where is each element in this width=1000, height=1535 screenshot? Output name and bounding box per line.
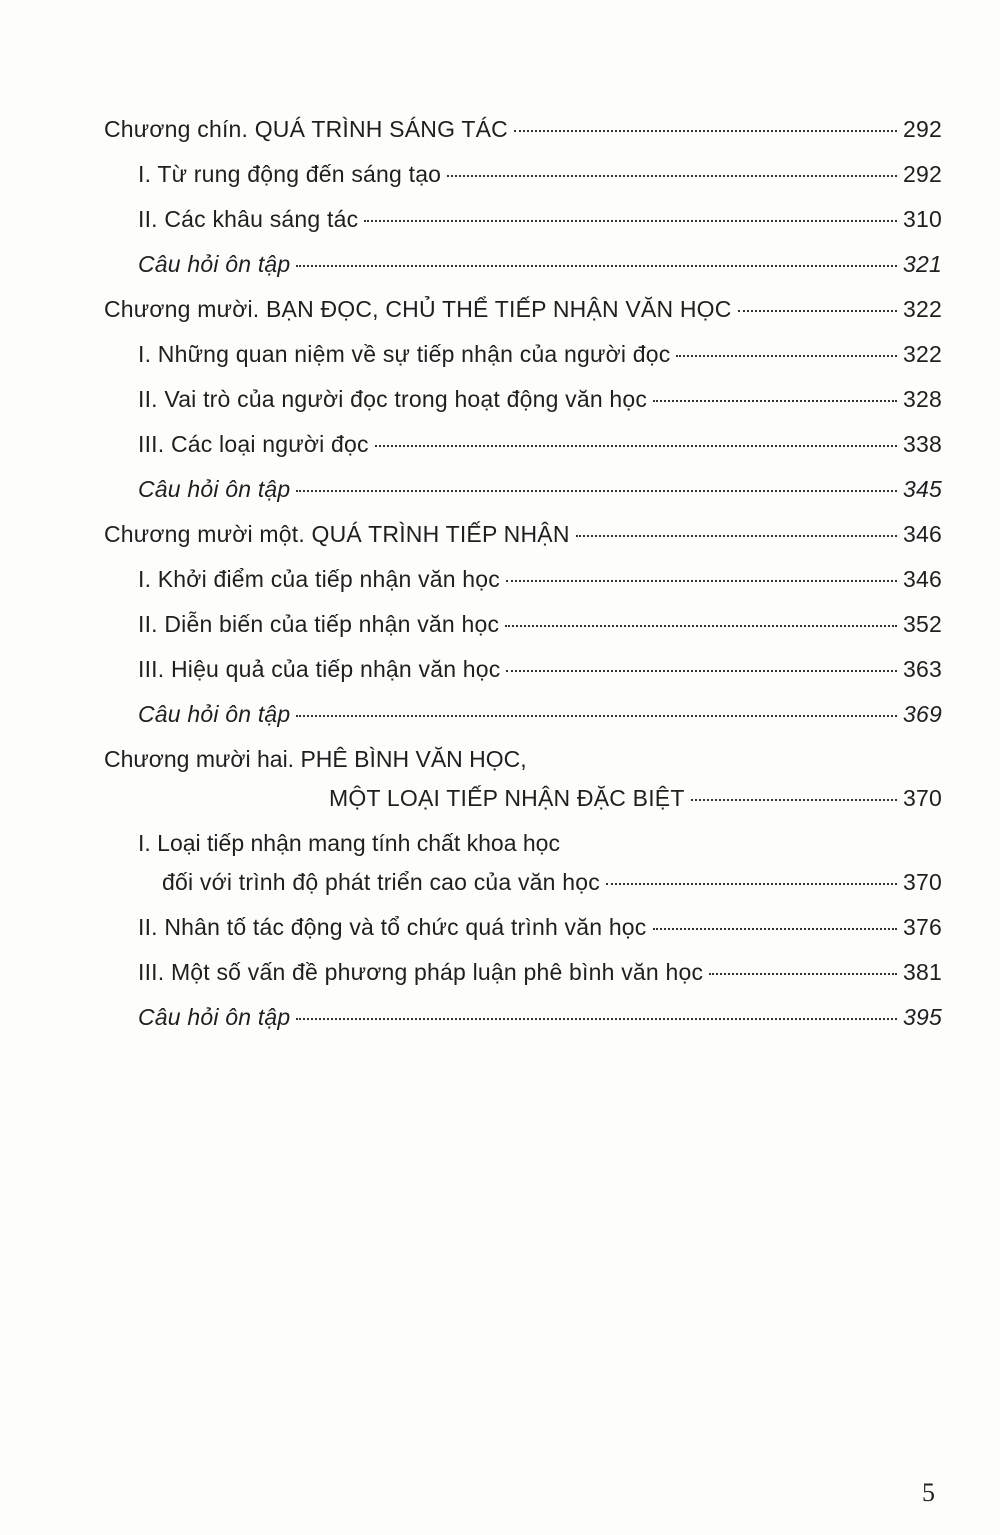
toc-entry-page: 346: [903, 566, 942, 592]
toc-entry-title: Câu hỏi ôn tập: [138, 1004, 291, 1030]
toc-entry-page: 338: [903, 431, 942, 457]
toc-entry-page: 381: [903, 959, 942, 985]
toc-entry-title: Câu hỏi ôn tập: [138, 251, 291, 277]
dot-leader: [364, 220, 897, 222]
toc-entry-page: 395: [903, 1004, 942, 1030]
dot-leader: [447, 175, 897, 177]
dot-leader: [296, 490, 897, 492]
toc-entry-chapter-12-line1[interactable]: Chương mười hai. PHÊ BÌNH VĂN HỌC,: [104, 746, 527, 772]
toc-entry-title: II. Nhân tố tác động và tổ chức quá trình văn học: [138, 914, 647, 940]
toc-entry-section[interactable]: [104, 204, 942, 234]
toc-entry-title: Chương mười một. QUÁ TRÌNH TIẾP NHẬN: [104, 521, 570, 547]
toc-entry-review-questions[interactable]: [104, 249, 942, 279]
toc-entry-page: 322: [903, 341, 942, 367]
dot-leader: [296, 265, 897, 267]
toc-entry-title: I. Từ rung động đến sáng tạo: [138, 161, 442, 187]
dot-leader: [505, 625, 897, 627]
toc-entry-review-questions[interactable]: [104, 1002, 942, 1032]
dot-leader: [653, 400, 897, 402]
toc-entry-section[interactable]: [104, 429, 942, 459]
toc-entry-title: III. Một số vấn đề phương pháp luận phê bình văn học: [138, 959, 704, 985]
toc-entry-title: Chương chín. QUÁ TRÌNH SÁNG TÁC: [104, 116, 508, 142]
toc-entry-page: 376: [903, 914, 942, 940]
toc-entry-page: 292: [903, 116, 942, 142]
toc-entry-section[interactable]: [104, 912, 942, 942]
toc-entry-review-questions[interactable]: [104, 699, 942, 729]
dot-leader: [296, 1018, 897, 1020]
dot-leader: [576, 535, 897, 537]
toc-entry-section[interactable]: [104, 339, 942, 369]
toc-entry-title: II. Các khâu sáng tác: [138, 206, 359, 232]
toc-entry-title: Chương mười. BẠN ĐỌC, CHỦ THỂ TIẾP NHẬN VĂN HỌC: [104, 296, 732, 322]
dot-leader: [606, 883, 897, 885]
toc-entry-review-questions[interactable]: [104, 474, 942, 504]
toc-entry-title: I. Khởi điểm của tiếp nhận văn học: [138, 566, 500, 592]
toc-entry-title: đối với trình độ phát triển cao của văn học: [162, 869, 600, 895]
dot-leader: [296, 715, 897, 717]
toc-entry-section[interactable]: [104, 564, 942, 594]
dot-leader: [676, 355, 897, 357]
toc-entry-section[interactable]: [104, 384, 942, 414]
toc-entry-page: 352: [903, 611, 942, 637]
dot-leader: [709, 973, 897, 975]
toc-entry-page: 345: [903, 476, 942, 502]
toc-entry-chapter-11[interactable]: [104, 519, 942, 549]
dot-leader: [738, 310, 897, 312]
page-number: 5: [922, 1478, 935, 1507]
toc-entry-section[interactable]: [104, 654, 942, 684]
toc-entry-title: III. Hiệu quả của tiếp nhận văn học: [138, 656, 501, 682]
toc-entry-title: Câu hỏi ôn tập: [138, 701, 291, 727]
toc-entry-section[interactable]: [104, 159, 942, 189]
toc-entry-section[interactable]: [104, 957, 942, 987]
toc-entry-title: I. Những quan niệm về sự tiếp nhận của người đọc: [138, 341, 671, 367]
toc-entry-section[interactable]: [104, 609, 942, 639]
toc-entry-page: 369: [903, 701, 942, 727]
dot-leader: [506, 670, 897, 672]
toc-entry-page: 363: [903, 656, 942, 682]
toc-entry-page: 321: [903, 251, 942, 277]
toc-entry-title: MỘT LOẠI TIẾP NHẬN ĐẶC BIỆT: [329, 785, 685, 811]
table-of-contents: [104, 114, 942, 1032]
dot-leader: [506, 580, 897, 582]
toc-entry-page: 370: [903, 785, 942, 811]
toc-entry-page: 292: [903, 161, 942, 187]
toc-entry-page: 346: [903, 521, 942, 547]
dot-leader: [375, 445, 897, 447]
toc-entry-page: 322: [903, 296, 942, 322]
toc-entry-chapter-10[interactable]: [104, 294, 942, 324]
toc-entry-title: III. Các loại người đọc: [138, 431, 369, 457]
dot-leader: [653, 928, 898, 930]
toc-entry-page: 328: [903, 386, 942, 412]
toc-entry-section-line1[interactable]: I. Loại tiếp nhận mang tính chất khoa học: [138, 830, 560, 856]
toc-entry-title: II. Diễn biến của tiếp nhận văn học: [138, 611, 500, 637]
dot-leader: [514, 130, 897, 132]
dot-leader: [691, 799, 897, 801]
toc-entry-page: 310: [903, 206, 942, 232]
toc-entry-chapter-12[interactable]: [104, 783, 942, 813]
toc-entry-section[interactable]: [104, 867, 942, 897]
toc-entry-page: 370: [903, 869, 942, 895]
toc-entry-title: II. Vai trò của người đọc trong hoạt động văn học: [138, 386, 648, 412]
toc-entry-chapter-9[interactable]: [104, 114, 942, 144]
toc-entry-title: Câu hỏi ôn tập: [138, 476, 291, 502]
